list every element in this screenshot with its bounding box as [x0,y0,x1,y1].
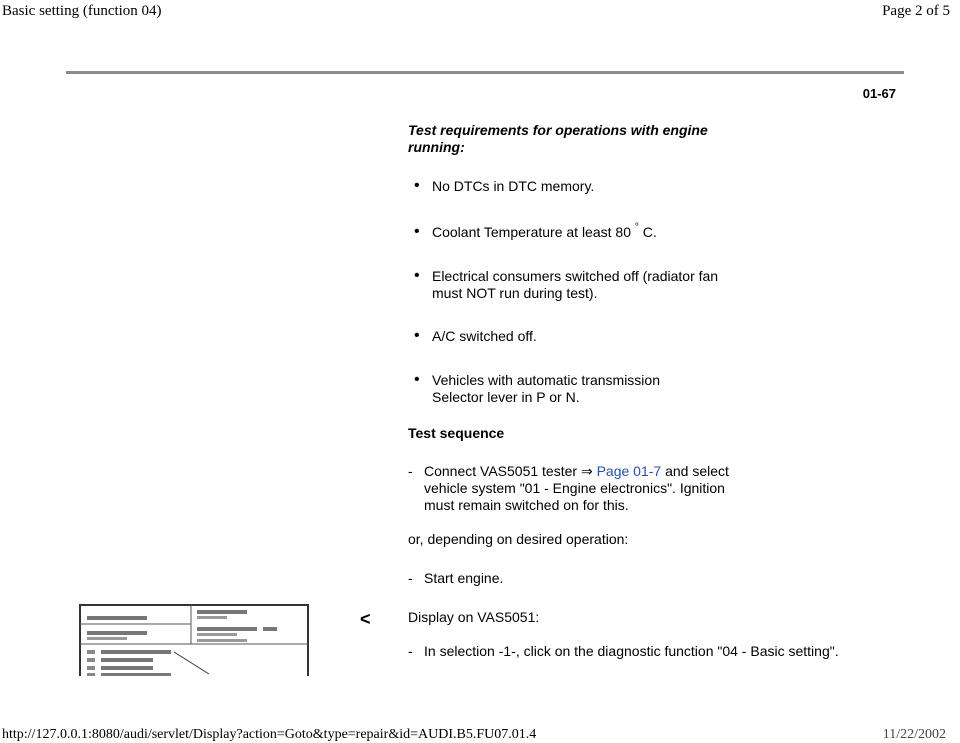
dash-icon: - [408,463,413,479]
header-rule [66,71,904,74]
step-text: Start engine. [424,570,504,586]
figure-pointer-icon: < [360,609,371,629]
step1-text-before: Connect VAS5051 tester ⇒ [424,463,597,479]
coolant-text: Coolant Temperature at least 80 [432,224,631,240]
display-heading: Display on VAS5051: [408,609,540,625]
bullet-icon: • [414,223,420,240]
bullet-icon: • [414,371,420,388]
footer-url: http://127.0.0.1:8080/audi/servlet/Display?action=Goto&type=repair&id=AUDI.B5.FU07.01.4 [2,727,537,742]
step-text [424,463,734,514]
dash-icon: - [408,570,413,586]
page-indicator: Page 2 of 5 [882,3,950,19]
degree-unit: C. [642,224,657,240]
page-01-7-link[interactable]: Page 01-7 [596,463,662,479]
list-item-text: Vehicles with automatic transmission Selector lever in P or N. [432,372,660,405]
requirements-heading: Test requirements for operations with engine running: [408,122,708,155]
dash-icon: - [408,643,413,659]
list-item-text: No DTCs in DTC memory. [432,178,595,194]
bullet-icon: • [414,267,420,284]
bullet-icon: • [414,327,420,344]
bullet-icon: • [414,177,420,194]
footer-date: 11/22/2002 [882,727,946,742]
list-item-text: A/C switched off. [432,328,537,344]
or-text: or, depending on desired operation: [408,531,629,547]
page-number: 01-67 [862,86,896,101]
vas5051-screen-figure [79,604,309,676]
figure-drawing [79,604,309,676]
list-item-text: Electrical consumers switched off (radiator fan must NOT run during test). [432,268,719,301]
document-title: Basic setting (function 04) [2,3,162,19]
test-sequence-heading: Test sequence [408,425,505,441]
step-text: In selection -1-, click on the diagnostic function "04 - Basic setting". [424,643,839,659]
step1-text-after: and select vehicle system "01 - Engine electronics". Ignition must remain switched on for this. [424,463,729,513]
list-item-text [432,224,742,243]
degree-symbol: ° [634,222,639,233]
